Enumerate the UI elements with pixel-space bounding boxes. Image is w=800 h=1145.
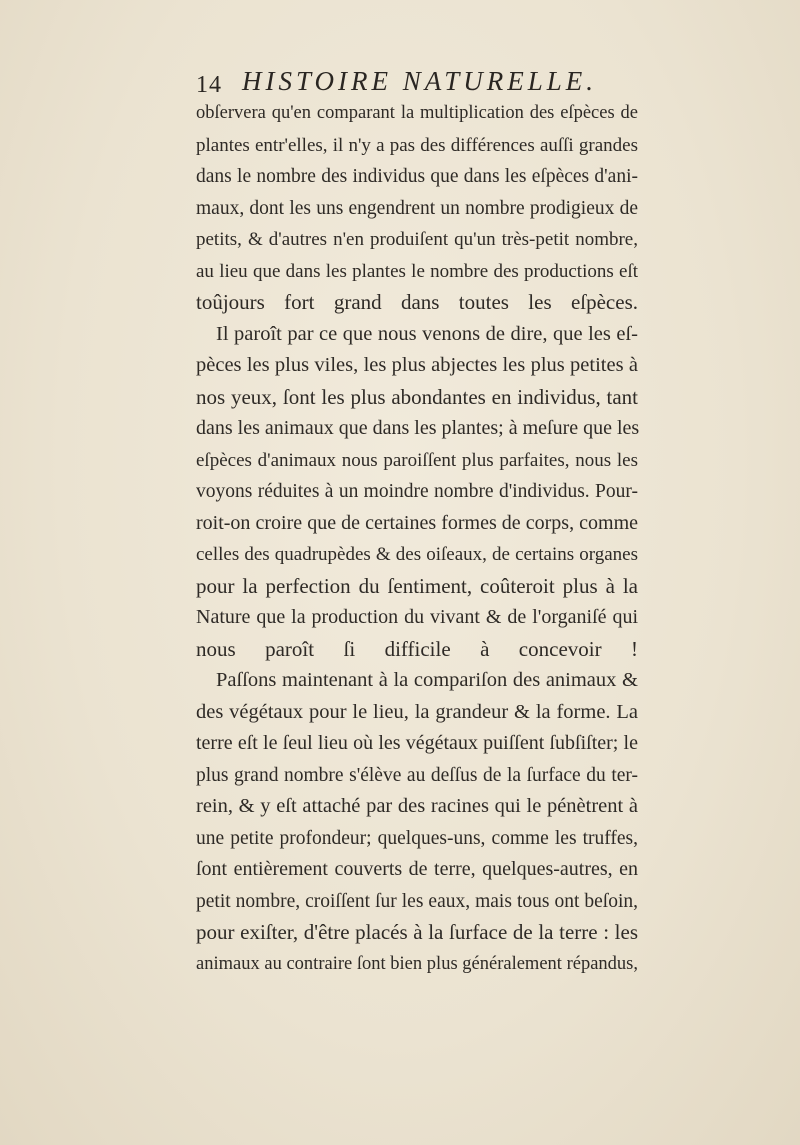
text-line: dans les animaux que dans les plantes; à meſure que les bbox=[196, 417, 640, 439]
text-line: pour exiſter, d'être placés à la ſurface de la terre : les bbox=[196, 920, 638, 944]
text-line: nos yeux, ſont les plus abondantes en individus, tant bbox=[196, 384, 638, 409]
text-line: maux, dont les uns engendrent un nombre prodigieux de bbox=[196, 197, 638, 219]
page-header bbox=[196, 66, 636, 102]
text-line: dans le nombre des individus que dans les eſpèces d'ani- bbox=[196, 166, 638, 187]
text-line: des végétaux pour le lieu, la grandeur & la forme. La bbox=[196, 700, 638, 723]
text-line: au lieu que dans les plantes le nombre des productions eſt bbox=[196, 260, 638, 282]
text-line: terre eſt le ſeul lieu où les végétaux puiſſent ſubſiſter; le bbox=[196, 732, 638, 754]
text-line: petits, & d'autres n'en produiſent qu'un très-petit nombre, bbox=[196, 229, 638, 250]
text-line: ſont entièrement couverts de terre, quelques-autres, en bbox=[196, 858, 638, 880]
page-number: 14 bbox=[196, 72, 222, 98]
text-line: eſpèces d'animaux nous paroiſſent plus parfaites, nous les bbox=[196, 449, 638, 471]
text-line: Nature que la production du vivant & de l'organiſé qui bbox=[196, 606, 638, 628]
text-line: voyons réduites à un moindre nombre d'individus. Pour- bbox=[196, 481, 638, 502]
text-line: celles des quadrupèdes & des oiſeaux, de certains organes bbox=[196, 544, 638, 565]
text-line: pèces les plus viles, les plus abjectes les plus petites à bbox=[196, 354, 638, 376]
body-text bbox=[196, 98, 638, 980]
text-line: petit nombre, croiſſent ſur les eaux, mais tous ont beſoin, bbox=[196, 890, 638, 912]
running-title: HISTOIRE NATURELLE. bbox=[242, 66, 598, 96]
text-line: nous paroît ſi difficile à concevoir ! bbox=[196, 636, 638, 661]
text-line: plus grand nombre s'élève au deſſus de la ſurface du ter- bbox=[196, 764, 638, 786]
text-line: Paſſons maintenant à la compariſon des animaux & bbox=[216, 669, 638, 691]
text-line: toûjours fort grand dans toutes les eſpèces. bbox=[196, 290, 638, 314]
text-line: roit-on croire que de certaines formes de corps, comme bbox=[196, 511, 638, 534]
text-line: rein, & y eſt attaché par des racines qui le pénètrent à bbox=[196, 795, 638, 817]
text-line: Il paroît par ce que nous venons de dire, que les eſ- bbox=[216, 322, 638, 345]
text-line: pour la perfection du ſentiment, coûteroit plus à la bbox=[196, 573, 638, 598]
text-line: obſervera qu'en comparant la multiplication des eſpèces de bbox=[196, 103, 638, 123]
text-line: animaux au contraire ſont bien plus généralement répandus, bbox=[196, 953, 638, 974]
text-line: plantes entr'elles, il n'y a pas des différences auſſi grandes bbox=[196, 134, 638, 156]
text-line: une petite profondeur; quelques-uns, comme les truffes, bbox=[196, 827, 638, 849]
